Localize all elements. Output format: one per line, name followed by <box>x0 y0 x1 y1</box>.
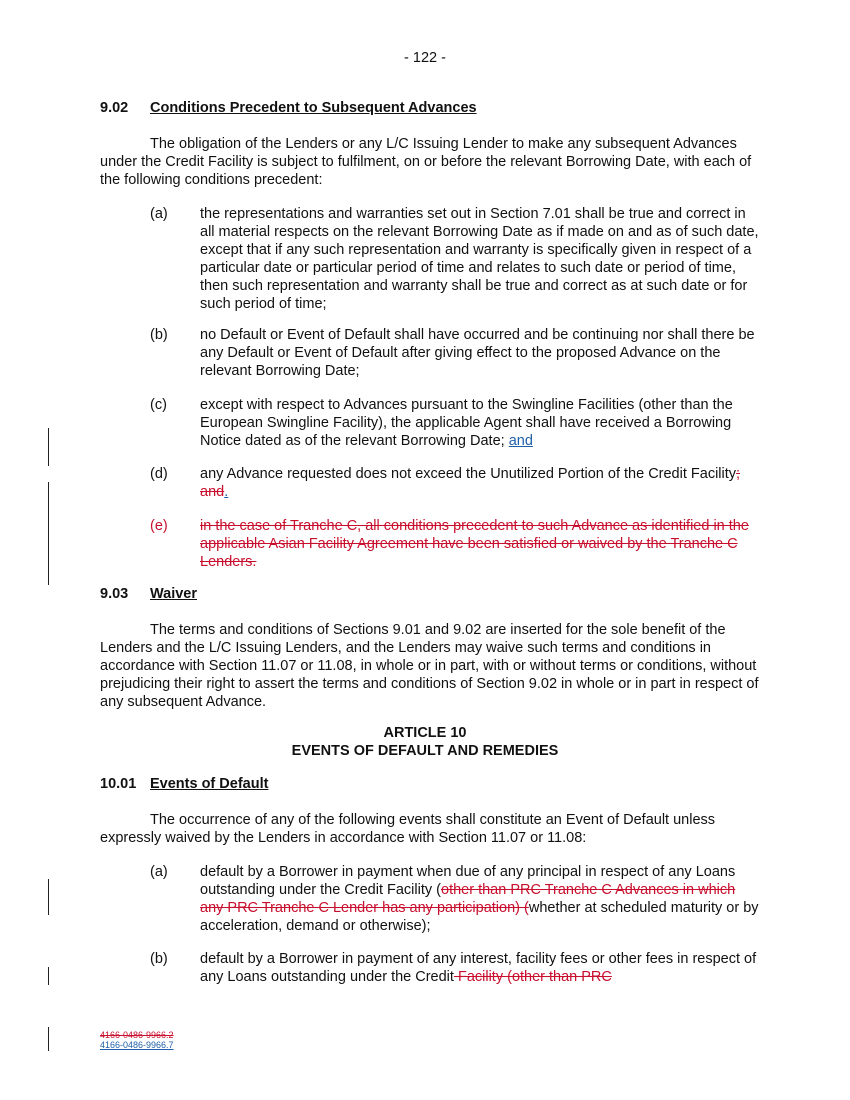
condition-c <box>150 396 760 450</box>
default-b <box>150 950 760 986</box>
item-text-container <box>200 950 760 986</box>
section-9-03-heading <box>100 586 197 602</box>
item-text: default by a Borrower in payment when due of any principal in respect of any Loans outstanding under the Credit Facility ( <box>200 864 736 898</box>
condition-e-deleted <box>150 517 760 571</box>
document-id-footer <box>100 1030 174 1050</box>
inserted-text: and <box>508 433 533 449</box>
default-a <box>150 863 760 935</box>
deleted-text: in the case of Tranche C, all conditions precedent to such Advance as identified in the applicable Asian Facility Agreement have been satisfied or waived by the Tranche C Lenders. <box>200 518 749 570</box>
change-bar <box>48 879 49 915</box>
condition-d <box>150 465 760 501</box>
section-10-01-heading <box>100 776 268 792</box>
section-title: Waiver <box>150 586 198 602</box>
item-text: except with respect to Advances pursuant to the Swingline Facilities (other than the European Swingline Facility), the applicable Agent shall have received a Borrowing Notice dated as of the relevant Borrowing Date; <box>200 397 733 449</box>
condition-b <box>150 326 760 380</box>
item-label: (d) <box>150 466 168 482</box>
change-bar <box>48 482 49 585</box>
article-number: ARTICLE 10 <box>383 725 467 741</box>
item-label: (a) <box>150 206 168 222</box>
item-text-container <box>200 396 760 450</box>
section-number: 9.02 <box>100 100 129 116</box>
deleted-text: other than PRC Tranche C Advances in which any PRC Tranche C Lender has any participation) ( <box>200 882 736 916</box>
item-label: (b) <box>150 327 168 343</box>
section-9-03-text: The terms and conditions of Sections 9.01 and 9.02 are inserted for the sole benefit of the Lenders and the L/C Issuing Lenders, and the Lenders may waive such terms and conditions in accordance with Section 11.07 or 11.08, in whole or in part, with or without terms or conditions, without prejudicing their right to assert the terms and conditions of Section 9.02 in whole or in part in respect of any subsequent Advance. <box>100 622 759 710</box>
deleted-document-id: 4166-0486-9966.2 <box>100 1030 174 1040</box>
item-text: the representations and warranties set out in Section 7.01 shall be true and correct in all material respects on the relevant Borrowing Date as if made on and as of such date, except that if any such representation and warranty is specifically given in respect of a particular date or particular period of time and relates to such date or period of time, then such representation and warranty shall be true and correct as at such date or for such period of time; <box>200 206 759 312</box>
change-bar <box>48 428 49 466</box>
condition-a <box>150 205 760 313</box>
item-text: default by a Borrower in payment of any interest, facility fees or other fees in respect of any Loans outstanding under the Credit <box>200 951 757 985</box>
item-label: (c) <box>150 397 167 413</box>
change-bar <box>48 1027 49 1051</box>
deleted-text: Facility (other than PRC <box>453 969 612 985</box>
section-10-01-intro: The occurrence of any of the following events shall constitute an Event of Default unless expressly waived by the Lenders in accordance with Section 11.07 or 11.08: <box>100 812 716 846</box>
item-text-container <box>200 863 760 935</box>
change-bar <box>48 967 49 985</box>
item-text: any Advance requested does not exceed the Unutilized Portion of the Credit Facility <box>200 466 737 482</box>
article-title: EVENTS OF DEFAULT AND REMEDIES <box>291 743 559 759</box>
section-title: Conditions Precedent to Subsequent Advances <box>150 100 477 116</box>
inserted-document-id: 4166-0486-9966.7 <box>100 1040 174 1050</box>
page-number: - 122 - <box>404 50 446 66</box>
section-number: 10.01 <box>100 776 137 792</box>
section-9-02-heading <box>100 100 477 116</box>
item-text: whether at scheduled maturity or by acceleration, demand or otherwise); <box>200 900 759 934</box>
deleted-text: ; and <box>200 466 741 500</box>
section-title: Events of Default <box>150 776 269 792</box>
inserted-text: . <box>224 484 229 500</box>
item-text: no Default or Event of Default shall have occurred and be continuing nor shall there be any Default or Event of Default after giving effect to the proposed Advance on the relevant Borrowing Date; <box>200 327 755 379</box>
item-label: (b) <box>150 951 168 967</box>
section-number: 9.03 <box>100 586 129 602</box>
article-heading <box>0 724 850 760</box>
item-label: (a) <box>150 864 168 880</box>
item-text-container <box>200 465 760 501</box>
section-9-02-intro: The obligation of the Lenders or any L/C Issuing Lender to make any subsequent Advances under the Credit Facility is subject to fulfilment, on or before the relevant Borrowing Date, with each of the following conditions precedent: <box>100 136 752 188</box>
item-label: (e) <box>150 518 168 534</box>
